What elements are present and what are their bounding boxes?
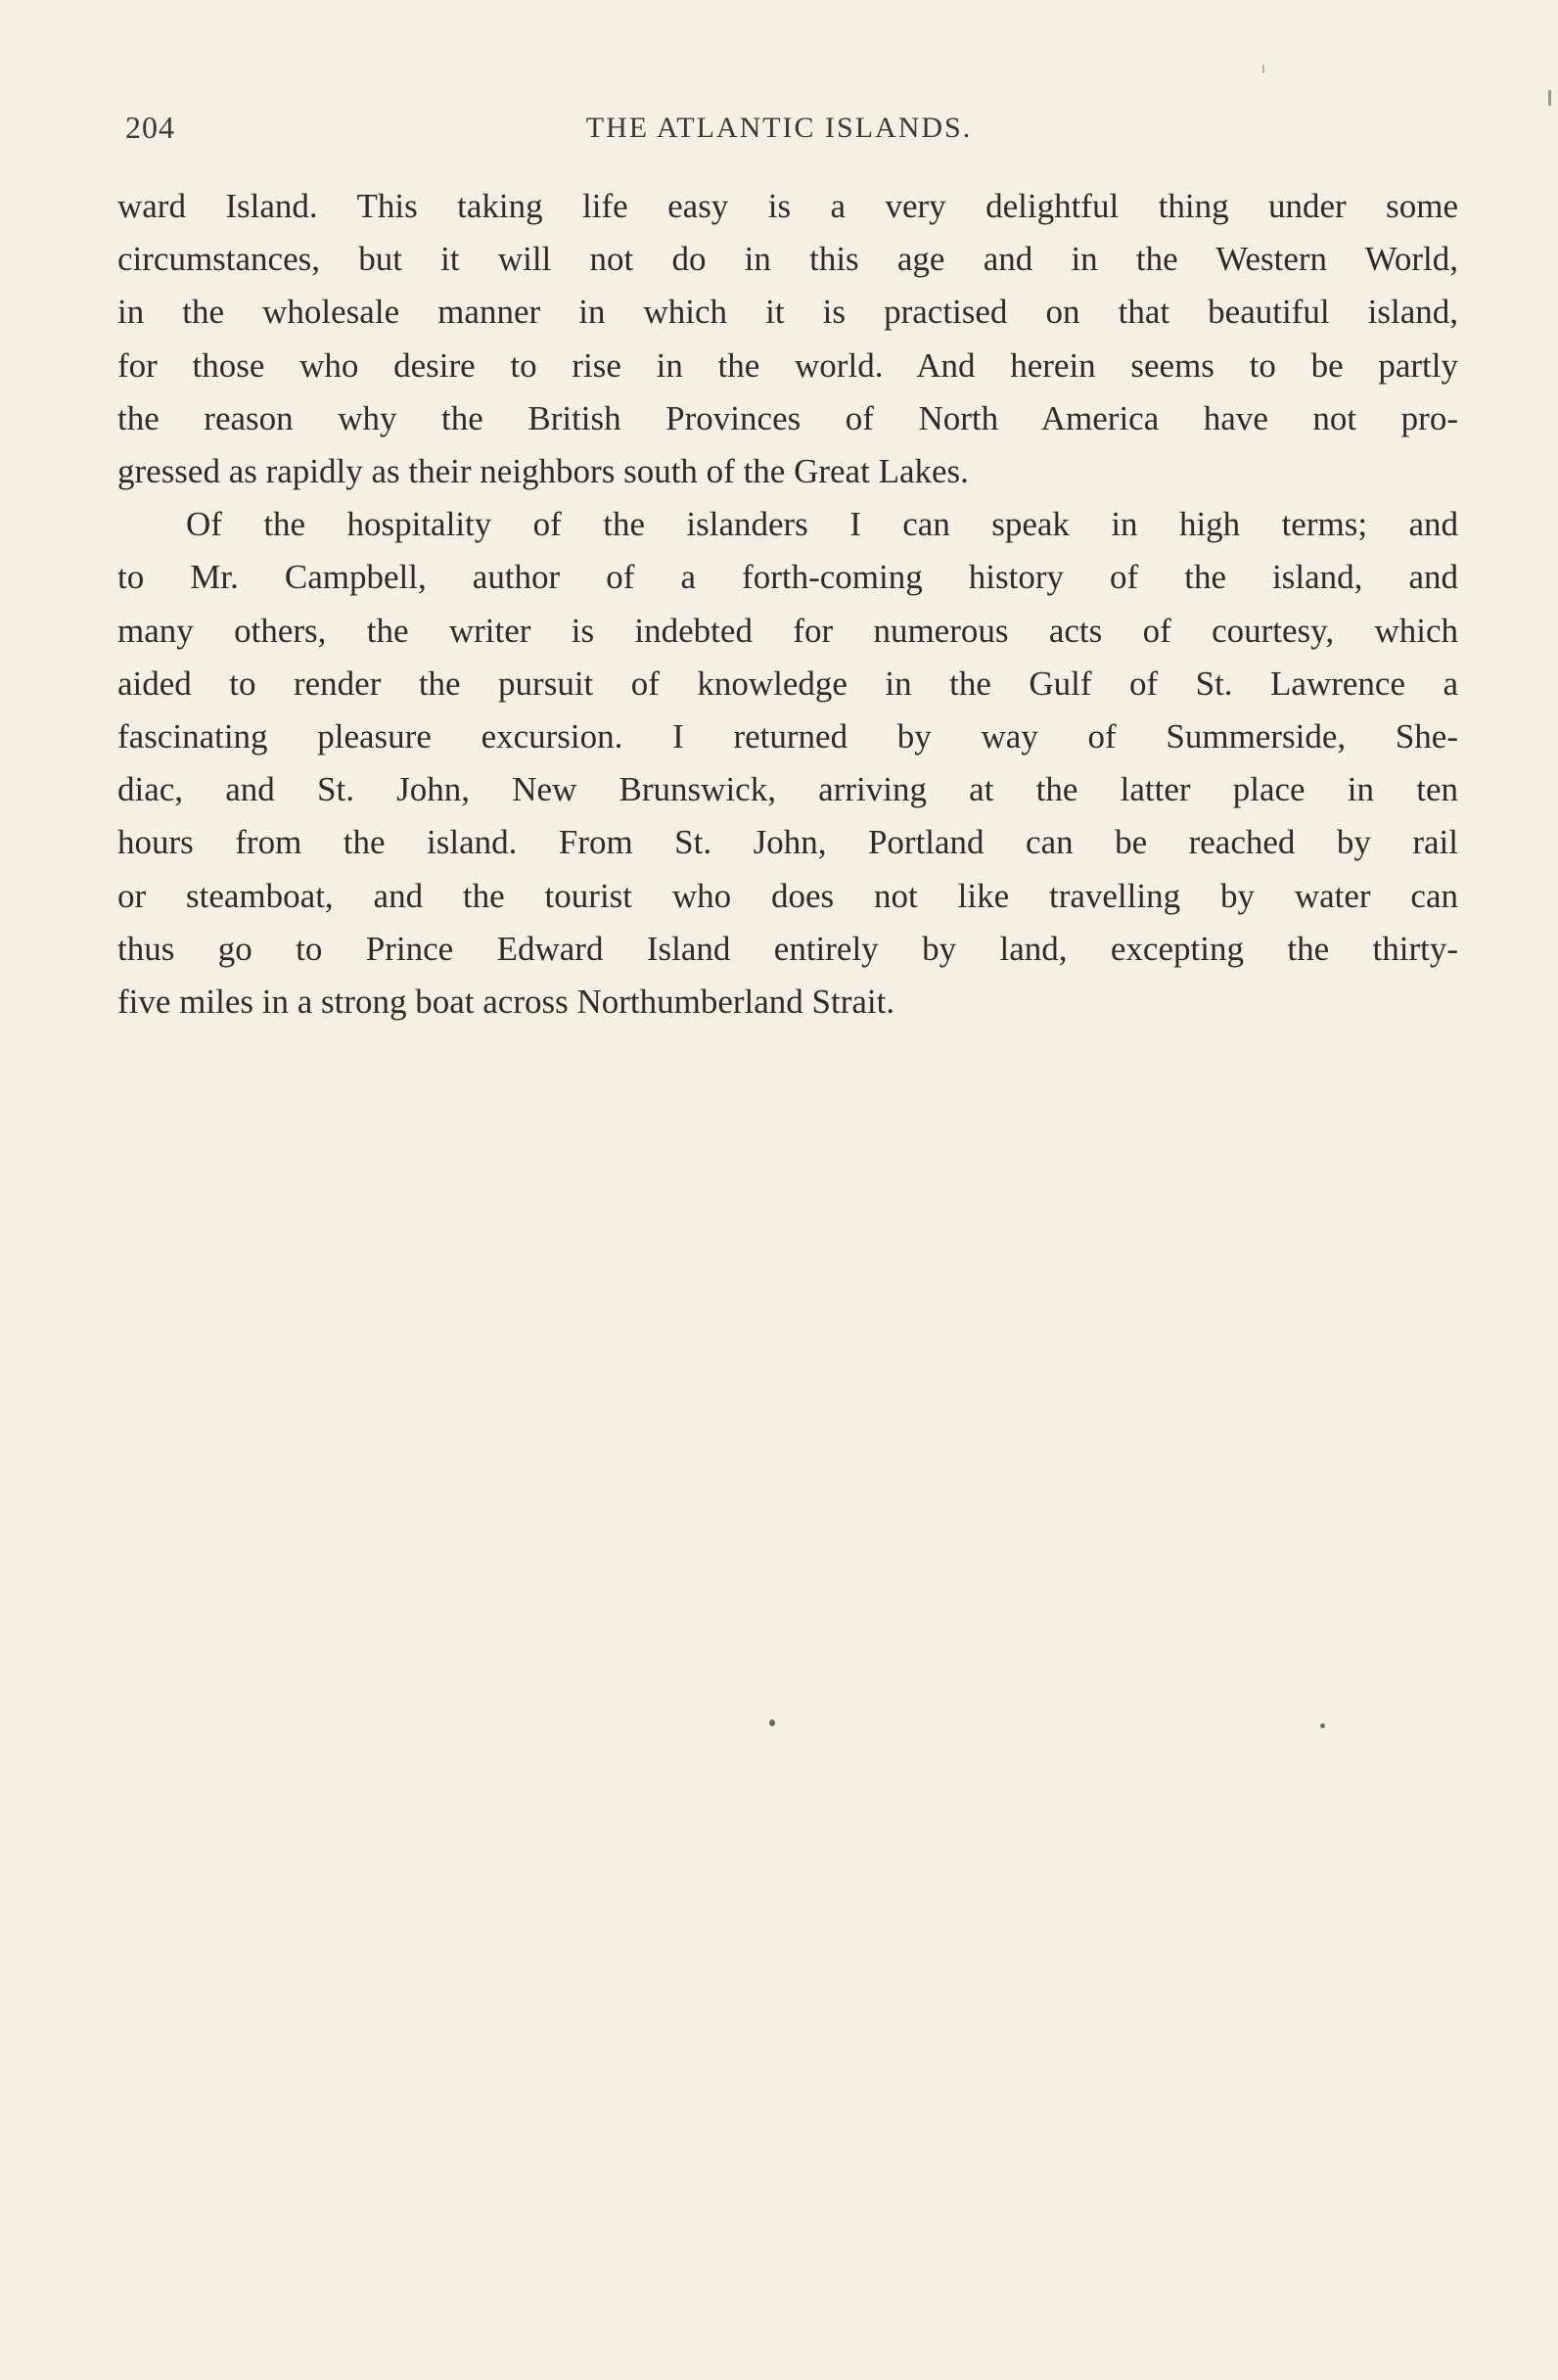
text-line: the reason why the British Provinces of North America have not pro- — [117, 398, 1458, 437]
text-line: in the wholesale manner in which it is practised on that beautiful island, — [117, 293, 1458, 332]
paper-speck — [1320, 1723, 1325, 1728]
text-line: gressed as rapidly as their neighbors south of the Great Lakes. — [117, 452, 969, 491]
text-line: or steamboat, and the tourist who does not like travelling by water can — [117, 876, 1458, 915]
text-line: aided to render the pursuit of knowledge in the Gulf of St. Lawrence a — [117, 664, 1458, 703]
text-line: hours from the island. From St. John, Portland can be reached by rail — [117, 823, 1458, 862]
text-line: for those who desire to rise in the world. And herein seems to be partly — [117, 345, 1458, 385]
text-line: diac, and St. John, New Brunswick, arriving at the latter place in ten — [117, 770, 1458, 809]
paper-speck — [769, 1719, 775, 1726]
running-title: THE ATLANTIC ISLANDS. — [585, 112, 973, 144]
text-line: to Mr. Campbell, author of a forth-coming history of the island, and — [117, 558, 1458, 597]
paper-speck — [1548, 90, 1551, 106]
text-line: fascinating pleasure excursion. I returned by way of Summerside, She- — [117, 717, 1458, 756]
text-line: five miles in a strong boat across Northumberland Strait. — [117, 983, 895, 1022]
text-line: many others, the writer is indebted for numerous acts of courtesy, which — [117, 611, 1458, 650]
paragraph-start-line: Of the hospitality of the islanders I can speak in high terms; and — [186, 505, 1458, 544]
text-line: ward Island. This taking life easy is a very delightful thing under some — [117, 187, 1458, 225]
body-text — [117, 180, 1458, 1029]
paper-speck — [1262, 65, 1264, 73]
text-line: circumstances, but it will not do in this age and in the Western World, — [117, 240, 1458, 279]
text-line: thus go to Prince Edward Island entirely by land, excepting the thirty- — [117, 929, 1458, 968]
page-number: 204 — [125, 110, 175, 145]
